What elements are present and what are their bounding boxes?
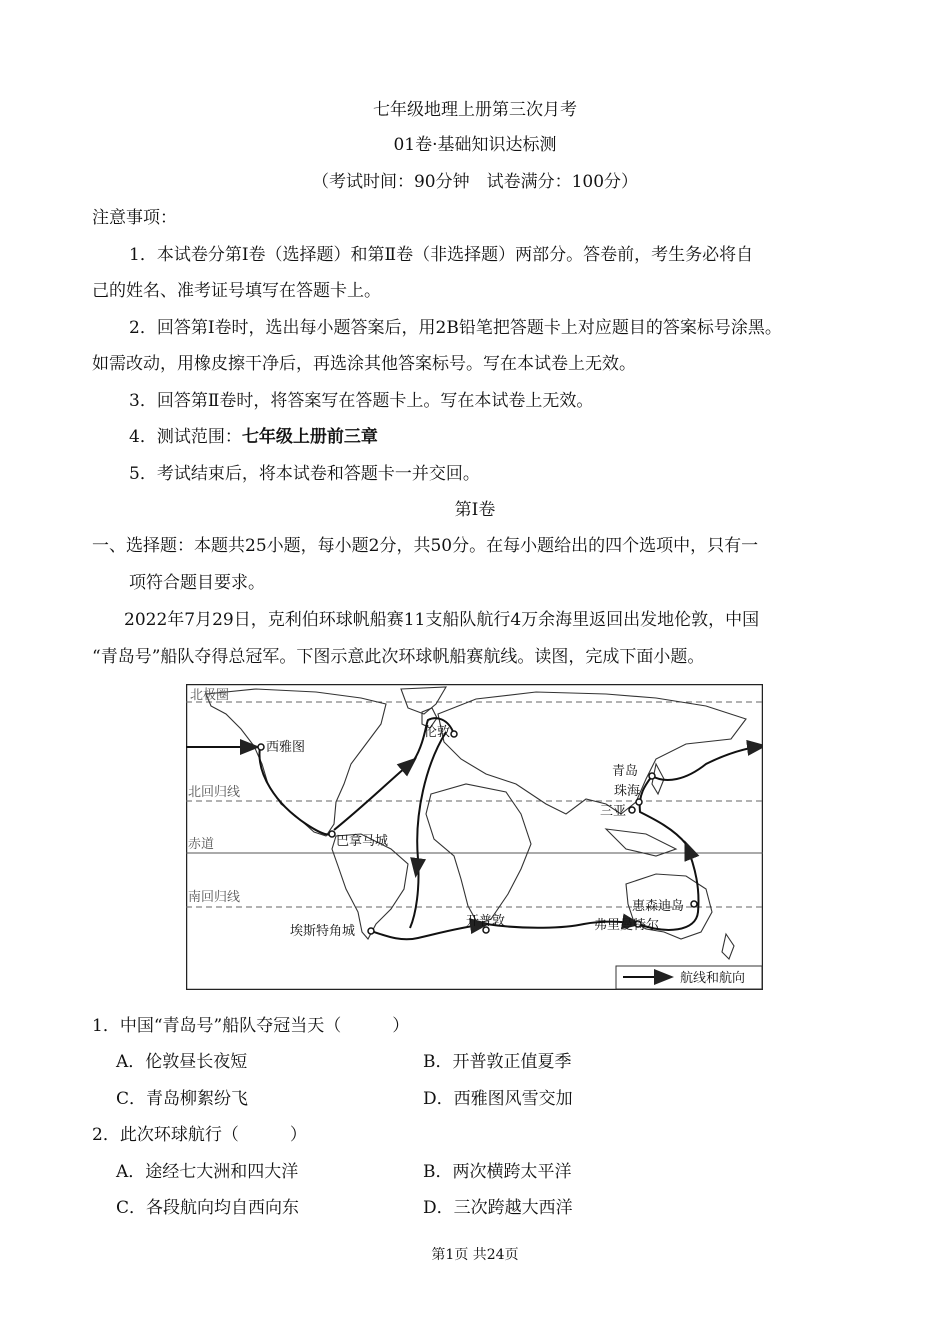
punta-marker — [368, 928, 374, 934]
seattle-marker — [258, 744, 264, 750]
question-2-option-d: D．三次跨越大西洋 — [423, 1198, 573, 1218]
part1-instruction-b: 项符合题目要求。 — [129, 573, 265, 593]
label-whitsunday: 惠森迪岛 — [632, 899, 685, 914]
zhuhai-marker — [636, 799, 642, 805]
label-london: 伦敦 — [424, 725, 451, 740]
notice-item-1a: 1．本试卷分第Ⅰ卷（选择题）和第Ⅱ卷（非选择题）两部分。答卷前，考生务必将自 — [129, 245, 754, 265]
intro-text-a: 2022年7月29日，克利伯环球帆船赛11支船队航行4万余海里返回出发地伦敦，中国 — [124, 610, 760, 630]
label-punta: 埃斯特角城 — [290, 924, 356, 939]
notice-item-4 — [129, 425, 378, 449]
page-footer: 第1页 共24页 — [431, 1247, 519, 1263]
label-qingdao: 青岛 — [612, 764, 639, 779]
route-map — [186, 684, 763, 990]
question-1-stem: 1．中国“青岛号”船队夺冠当天（ ） — [92, 1016, 410, 1036]
notice-item-2b: 如需改动，用橡皮擦干净后，再选涂其他答案标号。写在本试卷上无效。 — [92, 354, 636, 374]
question-1-option-d: D．西雅图风雪交加 — [423, 1089, 573, 1109]
intro-text-b: “青岛号”船队夺得总冠军。下图示意此次环球帆船赛航线。读图，完成下面小题。 — [92, 647, 705, 667]
label-equator: 赤道 — [188, 837, 215, 852]
notice-item-2a: 2．回答第Ⅰ卷时，选出每小题答案后，用2B铅笔把答题卡上对应题目的答案标号涂黑。 — [129, 318, 782, 338]
volume-heading: 第Ⅰ卷 — [454, 500, 496, 520]
label-zhuhai: 珠海 — [614, 784, 641, 799]
label-fremantle: 弗里曼特尔 — [594, 918, 660, 933]
question-2-option-a: A．途经七大洲和四大洋 — [116, 1162, 299, 1182]
exam-subtitle: 01卷·基础知识达标测 — [393, 135, 557, 155]
notice-heading: 注意事项： — [92, 208, 177, 228]
question-1-option-a: A．伦敦昼长夜短 — [116, 1052, 248, 1072]
whitsunday-marker — [691, 901, 697, 907]
label-tropic-south: 南回归线 — [188, 890, 241, 905]
question-2-stem: 2．此次环球航行（ ） — [92, 1125, 307, 1145]
question-2-option-c: C．各段航向均自西向东 — [116, 1198, 300, 1218]
question-1-option-b: B．开普敦正值夏季 — [423, 1052, 572, 1072]
question-1-option-c: C．青岛柳絮纷飞 — [116, 1089, 249, 1109]
label-seattle: 西雅图 — [266, 740, 306, 755]
qingdao-marker — [649, 773, 655, 779]
notice-item-4-prefix: 4．测试范围： — [129, 427, 242, 447]
notice-item-3: 3．回答第Ⅱ卷时，将答案写在答题卡上。写在本试卷上无效。 — [129, 391, 594, 411]
sanya-marker — [629, 807, 635, 813]
exam-info: （考试时间：90分钟 试卷满分：100分） — [311, 172, 639, 192]
notice-item-1b: 己的姓名、准考证号填写在答题卡上。 — [92, 281, 381, 301]
map-frame — [187, 685, 763, 990]
route-map-svg — [186, 684, 763, 990]
label-capetown: 开普敦 — [466, 914, 506, 929]
map-legend — [616, 966, 762, 989]
question-2-option-b: B．两次横跨太平洋 — [423, 1162, 572, 1182]
label-sanya: 三亚 — [600, 804, 627, 819]
label-tropic-north: 北回归线 — [188, 785, 241, 800]
london-marker — [451, 731, 457, 737]
notice-item-4-scope: 七年级上册前三章 — [241, 427, 378, 447]
legend-label: 航线和航向 — [680, 971, 746, 986]
label-panama: 巴拿马城 — [336, 834, 389, 849]
part1-instruction-a: 一、选择题：本题共25小题，每小题2分，共50分。在每小题给出的四个选项中，只有一 — [92, 536, 759, 556]
panama-marker — [329, 831, 335, 837]
label-arctic: 北极圈 — [190, 688, 230, 703]
notice-item-5: 5．考试结束后，将本试卷和答题卡一并交回。 — [129, 464, 480, 484]
exam-title: 七年级地理上册第三次月考 — [373, 100, 577, 120]
